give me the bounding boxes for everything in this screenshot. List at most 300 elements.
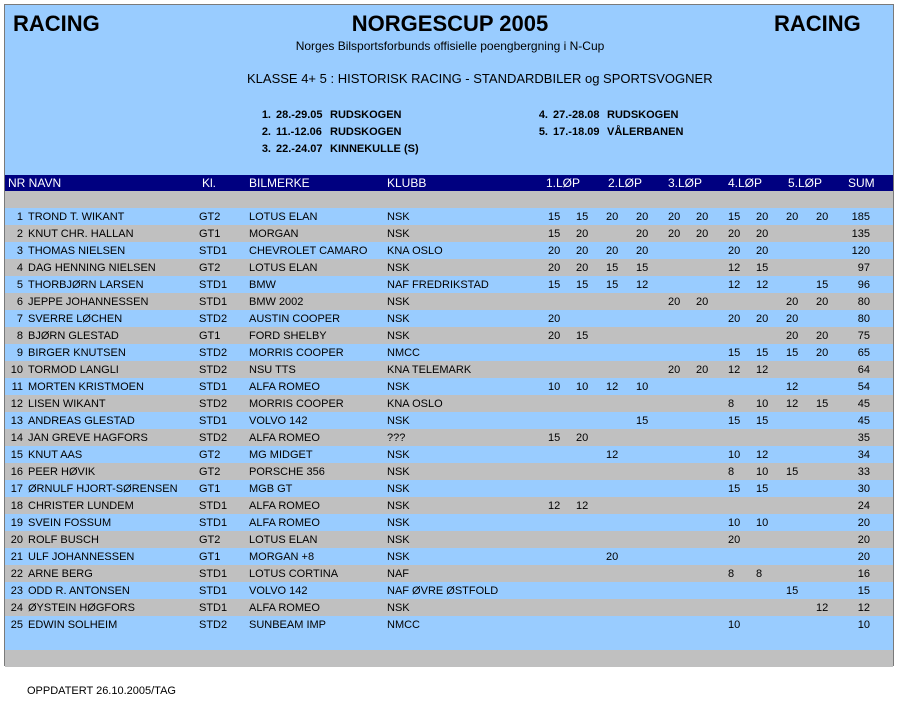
event-date: 17.-18.09 xyxy=(553,126,600,138)
row-points: 20 xyxy=(816,296,829,308)
row-sum: 20 xyxy=(857,517,870,529)
row-points: 20 xyxy=(548,245,561,257)
row-points: 10 xyxy=(548,381,561,393)
row-nr: 7 xyxy=(16,313,23,325)
row-bilmerke: AUSTIN COOPER xyxy=(249,313,341,325)
row-sum: 24 xyxy=(857,500,870,512)
row-klubb: NSK xyxy=(387,483,410,495)
row-points: 20 xyxy=(816,347,829,359)
row-points: 15 xyxy=(548,279,561,291)
row-navn: ØRNULF HJORT-SØRENSEN xyxy=(28,483,178,495)
row-nr: 22 xyxy=(10,568,23,580)
row-kl: STD1 xyxy=(199,517,228,529)
row-points: 12 xyxy=(548,500,561,512)
table-row xyxy=(5,497,893,514)
table-row xyxy=(5,480,893,497)
row-points: 15 xyxy=(606,262,619,274)
row-sum: 35 xyxy=(857,432,870,444)
event-item xyxy=(255,109,402,121)
row-points: 20 xyxy=(696,296,709,308)
racing-label-left: RACING xyxy=(13,11,100,36)
row-bilmerke: MORRIS COOPER xyxy=(249,398,344,410)
event-number: 5. xyxy=(538,126,548,138)
row-points: 15 xyxy=(786,585,799,597)
row-points: 8 xyxy=(728,466,735,478)
row-bilmerke: MORRIS COOPER xyxy=(249,347,344,359)
row-points: 20 xyxy=(636,228,649,240)
row-klubb: NSK xyxy=(387,500,410,512)
row-klubb: NSK xyxy=(387,211,410,223)
row-kl: GT1 xyxy=(199,551,221,563)
row-kl: STD2 xyxy=(199,398,228,410)
row-navn: KNUT CHR. HALLAN xyxy=(28,228,134,240)
table-row xyxy=(5,361,893,378)
col-header-lop3: 3.LØP xyxy=(668,176,703,190)
row-points: 15 xyxy=(756,347,769,359)
row-kl: STD1 xyxy=(199,279,228,291)
row-klubb: NSK xyxy=(387,415,410,427)
row-sum: 10 xyxy=(857,619,870,631)
row-sum: 54 xyxy=(857,381,870,393)
row-points: 15 xyxy=(576,330,589,342)
event-date: 28.-29.05 xyxy=(276,109,323,121)
row-bilmerke: VOLVO 142 xyxy=(249,585,308,597)
table-row xyxy=(5,582,893,599)
row-points: 10 xyxy=(728,619,741,631)
row-bilmerke: ALFA ROMEO xyxy=(249,602,320,614)
row-klubb: NSK xyxy=(387,517,410,529)
row-navn: BJØRN GLESTAD xyxy=(28,330,119,342)
row-navn: TROND T. WIKANT xyxy=(28,211,125,223)
table-row xyxy=(5,565,893,582)
col-header-bilmerke: BILMERKE xyxy=(249,176,310,190)
row-sum: 120 xyxy=(851,245,870,257)
row-points: 20 xyxy=(548,330,561,342)
row-kl: GT2 xyxy=(199,534,221,546)
row-points: 15 xyxy=(606,279,619,291)
row-kl: GT2 xyxy=(199,262,221,274)
row-navn: THORBJØRN LARSEN xyxy=(28,279,144,291)
row-points: 20 xyxy=(606,211,619,223)
row-bilmerke: LOTUS CORTINA xyxy=(249,568,339,580)
table-row xyxy=(5,429,893,446)
row-navn: MORTEN KRISTMOEN xyxy=(28,381,144,393)
row-bilmerke: MG MIDGET xyxy=(249,449,313,461)
row-points: 20 xyxy=(576,245,589,257)
row-kl: STD1 xyxy=(199,568,228,580)
event-venue: RUDSKOGEN xyxy=(330,126,402,138)
row-points: 20 xyxy=(756,313,769,325)
row-sum: 30 xyxy=(857,483,870,495)
row-navn: PEER HØVIK xyxy=(28,466,96,478)
row-points: 20 xyxy=(576,228,589,240)
row-points: 12 xyxy=(786,381,799,393)
col-header-lop2: 2.LØP xyxy=(608,176,643,190)
row-klubb: NAF xyxy=(387,568,409,580)
row-points: 10 xyxy=(756,398,769,410)
table-row xyxy=(5,599,893,616)
row-bilmerke: MORGAN xyxy=(249,228,299,240)
row-points: 20 xyxy=(548,262,561,274)
row-bilmerke: BMW xyxy=(249,279,276,291)
row-nr: 20 xyxy=(10,534,23,546)
row-points: 15 xyxy=(548,211,561,223)
row-nr: 17 xyxy=(10,483,23,495)
row-sum: 20 xyxy=(857,551,870,563)
row-bilmerke: FORD SHELBY xyxy=(249,330,327,342)
row-points: 20 xyxy=(786,330,799,342)
row-points: 8 xyxy=(728,568,735,580)
row-bilmerke: VOLVO 142 xyxy=(249,415,308,427)
event-number: 1. xyxy=(261,109,271,121)
row-points: 15 xyxy=(728,347,741,359)
row-points: 20 xyxy=(636,211,649,223)
event-number: 2. xyxy=(261,126,271,138)
row-nr: 24 xyxy=(10,602,23,614)
row-points: 15 xyxy=(816,279,829,291)
row-bilmerke: ALFA ROMEO xyxy=(249,432,320,444)
row-navn: TORMOD LANGLI xyxy=(28,364,119,376)
row-bilmerke: ALFA ROMEO xyxy=(249,500,320,512)
row-kl: GT1 xyxy=(199,483,221,495)
row-klubb: KNA OSLO xyxy=(387,398,443,410)
row-navn: EDWIN SOLHEIM xyxy=(28,619,118,631)
col-header-lop5: 5.LØP xyxy=(788,176,823,190)
row-points: 20 xyxy=(668,364,681,376)
row-kl: GT2 xyxy=(199,466,221,478)
row-nr: 5 xyxy=(16,279,23,291)
row-sum: 20 xyxy=(857,534,870,546)
col-header-klubb: KLUBB xyxy=(387,176,427,190)
row-navn: ARNE BERG xyxy=(28,568,93,580)
row-points: 10 xyxy=(756,517,769,529)
row-kl: STD1 xyxy=(199,381,228,393)
row-sum: 45 xyxy=(857,398,870,410)
row-points: 20 xyxy=(606,551,619,563)
row-kl: STD1 xyxy=(199,602,228,614)
row-points: 20 xyxy=(816,211,829,223)
row-sum: 65 xyxy=(857,347,870,359)
row-sum: 185 xyxy=(851,211,870,223)
row-points: 20 xyxy=(786,211,799,223)
row-klubb: NSK xyxy=(387,534,410,546)
row-bilmerke: BMW 2002 xyxy=(249,296,304,308)
table-row xyxy=(5,259,893,276)
row-klubb: NSK xyxy=(387,262,410,274)
row-points: 12 xyxy=(728,279,741,291)
row-nr: 21 xyxy=(10,551,23,563)
table-row xyxy=(5,327,893,344)
row-points: 15 xyxy=(728,211,741,223)
row-points: 15 xyxy=(756,483,769,495)
row-kl: STD1 xyxy=(199,500,228,512)
row-klubb: NMCC xyxy=(387,347,420,359)
row-points: 20 xyxy=(728,534,741,546)
row-points: 20 xyxy=(696,211,709,223)
row-points: 8 xyxy=(728,398,735,410)
row-points: 12 xyxy=(756,449,769,461)
row-klubb: NAF ØVRE ØSTFOLD xyxy=(387,585,499,597)
row-points: 12 xyxy=(606,381,619,393)
row-nr: 4 xyxy=(16,262,23,274)
row-klubb: NMCC xyxy=(387,619,420,631)
row-points: 12 xyxy=(756,279,769,291)
row-navn: JEPPE JOHANNESSEN xyxy=(28,296,149,308)
row-points: 20 xyxy=(668,296,681,308)
row-kl: STD2 xyxy=(199,619,228,631)
row-klubb: NAF FREDRIKSTAD xyxy=(387,279,489,291)
row-sum: 80 xyxy=(857,313,870,325)
row-kl: STD1 xyxy=(199,296,228,308)
row-points: 10 xyxy=(636,381,649,393)
row-sum: 33 xyxy=(857,466,870,478)
row-nr: 10 xyxy=(10,364,23,376)
row-kl: STD2 xyxy=(199,364,228,376)
results-sheet xyxy=(4,4,894,666)
row-kl: STD2 xyxy=(199,347,228,359)
row-points: 10 xyxy=(728,449,741,461)
table-row xyxy=(5,378,893,395)
row-points: 15 xyxy=(816,398,829,410)
footer-updated: OPPDATERT 26.10.2005/TAG xyxy=(27,685,176,697)
row-nr: 3 xyxy=(16,245,23,257)
racing-label-right: RACING xyxy=(774,11,861,36)
event-number: 3. xyxy=(261,143,271,155)
row-points: 12 xyxy=(728,262,741,274)
table-row xyxy=(5,276,893,293)
row-bilmerke: SUNBEAM IMP xyxy=(249,619,327,631)
row-bilmerke: MORGAN +8 xyxy=(249,551,315,563)
col-header-kl: Kl. xyxy=(202,176,217,190)
row-kl: GT2 xyxy=(199,211,221,223)
row-points: 15 xyxy=(756,415,769,427)
event-venue: RUDSKOGEN xyxy=(607,109,679,121)
row-points: 20 xyxy=(728,245,741,257)
row-points: 20 xyxy=(668,228,681,240)
table-row xyxy=(5,310,893,327)
row-klubb: NSK xyxy=(387,602,410,614)
row-klubb: NSK xyxy=(387,551,410,563)
row-bilmerke: LOTUS ELAN xyxy=(249,211,318,223)
row-klubb: NSK xyxy=(387,381,410,393)
row-points: 20 xyxy=(696,228,709,240)
row-points: 20 xyxy=(636,245,649,257)
table-row xyxy=(5,616,893,633)
row-navn: SVERRE LØCHEN xyxy=(28,313,123,325)
row-navn: DAG HENNING NIELSEN xyxy=(28,262,156,274)
row-klubb: NSK xyxy=(387,330,410,342)
row-navn: ANDREAS GLESTAD xyxy=(28,415,135,427)
row-nr: 18 xyxy=(10,500,23,512)
row-nr: 8 xyxy=(16,330,23,342)
row-nr: 15 xyxy=(10,449,23,461)
row-points: 20 xyxy=(576,432,589,444)
row-navn: BIRGER KNUTSEN xyxy=(28,347,126,359)
table-spacer-row xyxy=(5,650,893,667)
row-klubb: ??? xyxy=(387,432,406,444)
row-points: 12 xyxy=(786,398,799,410)
table-row xyxy=(5,463,893,480)
row-points: 8 xyxy=(756,568,763,580)
row-nr: 19 xyxy=(10,517,23,529)
row-nr: 1 xyxy=(16,211,23,223)
row-points: 15 xyxy=(756,262,769,274)
row-navn: THOMAS NIELSEN xyxy=(28,245,126,257)
row-sum: 45 xyxy=(857,415,870,427)
class-heading: KLASSE 4+ 5 : HISTORISK RACING - STANDARDBILER og SPORTSVOGNER xyxy=(247,71,713,86)
col-header-nr-navn: NR NAVN xyxy=(8,176,62,190)
col-header-lop1: 1.LØP xyxy=(546,176,581,190)
row-bilmerke: NSU TTS xyxy=(249,364,296,376)
row-bilmerke: PORSCHE 356 xyxy=(249,466,325,478)
row-nr: 12 xyxy=(10,398,23,410)
row-points: 15 xyxy=(636,415,649,427)
row-klubb: NSK xyxy=(387,313,410,325)
row-sum: 12 xyxy=(857,602,870,614)
row-klubb: NSK xyxy=(387,449,410,461)
row-bilmerke: CHEVROLET CAMARO xyxy=(249,245,368,257)
row-sum: 96 xyxy=(857,279,870,291)
row-sum: 80 xyxy=(857,296,870,308)
table-header xyxy=(5,175,893,191)
page-subtitle: Norges Bilsportsforbunds offisielle poengbergning i N-Cup xyxy=(295,39,605,53)
event-date: 11.-12.06 xyxy=(276,126,322,138)
event-date: 22.-24.07 xyxy=(276,143,323,155)
table-spacer-row xyxy=(5,633,893,650)
row-points: 12 xyxy=(606,449,619,461)
row-nr: 16 xyxy=(10,466,23,478)
event-item xyxy=(255,126,402,138)
row-navn: ULF JOHANNESSEN xyxy=(28,551,135,563)
row-bilmerke: MGB GT xyxy=(249,483,293,495)
row-points: 15 xyxy=(728,483,741,495)
row-points: 20 xyxy=(548,313,561,325)
row-klubb: KNA OSLO xyxy=(387,245,443,257)
event-venue: RUDSKOGEN xyxy=(330,109,402,121)
row-kl: STD2 xyxy=(199,432,228,444)
row-nr: 14 xyxy=(10,432,23,444)
table-row xyxy=(5,293,893,310)
row-navn: LISEN WIKANT xyxy=(28,398,106,410)
row-points: 15 xyxy=(786,347,799,359)
event-venue: KINNEKULLE (S) xyxy=(330,143,419,155)
row-kl: GT1 xyxy=(199,228,221,240)
row-sum: 97 xyxy=(857,262,870,274)
row-sum: 135 xyxy=(851,228,870,240)
row-points: 15 xyxy=(576,211,589,223)
row-klubb: NSK xyxy=(387,466,410,478)
row-kl: STD1 xyxy=(199,585,228,597)
row-points: 20 xyxy=(668,211,681,223)
col-header-sum: SUM xyxy=(848,176,875,190)
row-points: 20 xyxy=(606,245,619,257)
row-points: 20 xyxy=(816,330,829,342)
row-bilmerke: ALFA ROMEO xyxy=(249,381,320,393)
row-kl: STD1 xyxy=(199,245,228,257)
row-bilmerke: LOTUS ELAN xyxy=(249,534,318,546)
event-item xyxy=(255,143,419,155)
page-title: NORGESCUP 2005 xyxy=(351,11,549,36)
row-points: 15 xyxy=(786,466,799,478)
row-sum: 75 xyxy=(857,330,870,342)
row-nr: 6 xyxy=(16,296,23,308)
event-number: 4. xyxy=(538,109,548,121)
table-row xyxy=(5,225,893,242)
table-spacer-row xyxy=(5,191,893,208)
row-kl: STD2 xyxy=(199,313,228,325)
row-points: 12 xyxy=(576,500,589,512)
row-points: 12 xyxy=(816,602,829,614)
row-nr: 23 xyxy=(10,585,23,597)
table-row xyxy=(5,548,893,565)
row-navn: KNUT AAS xyxy=(28,449,83,461)
row-nr: 2 xyxy=(16,228,23,240)
row-points: 20 xyxy=(786,313,799,325)
row-points: 10 xyxy=(756,466,769,478)
row-navn: ROLF BUSCH xyxy=(28,534,99,546)
table-row xyxy=(5,344,893,361)
event-item xyxy=(532,126,683,138)
row-points: 15 xyxy=(636,262,649,274)
row-kl: GT2 xyxy=(199,449,221,461)
row-bilmerke: LOTUS ELAN xyxy=(249,262,318,274)
table-row xyxy=(5,531,893,548)
event-date: 27.-28.08 xyxy=(553,109,600,121)
row-points: 12 xyxy=(756,364,769,376)
table-row xyxy=(5,395,893,412)
table-row xyxy=(5,514,893,531)
row-points: 20 xyxy=(576,262,589,274)
row-points: 15 xyxy=(548,432,561,444)
row-points: 20 xyxy=(756,228,769,240)
row-nr: 13 xyxy=(10,415,23,427)
row-navn: ODD R. ANTONSEN xyxy=(28,585,130,597)
row-points: 15 xyxy=(548,228,561,240)
row-klubb: NSK xyxy=(387,296,410,308)
row-navn: CHRISTER LUNDEM xyxy=(28,500,134,512)
row-klubb: KNA TELEMARK xyxy=(387,364,472,376)
event-venue: VÅLERBANEN xyxy=(607,126,684,138)
row-points: 10 xyxy=(728,517,741,529)
row-points: 10 xyxy=(576,381,589,393)
event-item xyxy=(532,109,679,121)
row-points: 12 xyxy=(636,279,649,291)
row-bilmerke: ALFA ROMEO xyxy=(249,517,320,529)
col-header-lop4: 4.LØP xyxy=(728,176,763,190)
row-points: 20 xyxy=(786,296,799,308)
row-points: 12 xyxy=(728,364,741,376)
row-navn: JAN GREVE HAGFORS xyxy=(28,432,148,444)
row-sum: 34 xyxy=(857,449,870,461)
table-row xyxy=(5,208,893,225)
row-points: 15 xyxy=(576,279,589,291)
row-navn: SVEIN FOSSUM xyxy=(28,517,112,529)
table-row xyxy=(5,242,893,259)
row-points: 20 xyxy=(728,313,741,325)
row-sum: 16 xyxy=(857,568,870,580)
row-nr: 9 xyxy=(16,347,23,359)
row-points: 20 xyxy=(756,245,769,257)
table-row xyxy=(5,412,893,429)
row-points: 15 xyxy=(728,415,741,427)
table-row xyxy=(5,446,893,463)
row-sum: 15 xyxy=(857,585,870,597)
row-nr: 25 xyxy=(10,619,23,631)
row-navn: ØYSTEIN HØGFORS xyxy=(28,602,135,614)
row-klubb: NSK xyxy=(387,228,410,240)
row-sum: 64 xyxy=(857,364,870,376)
row-points: 20 xyxy=(756,211,769,223)
